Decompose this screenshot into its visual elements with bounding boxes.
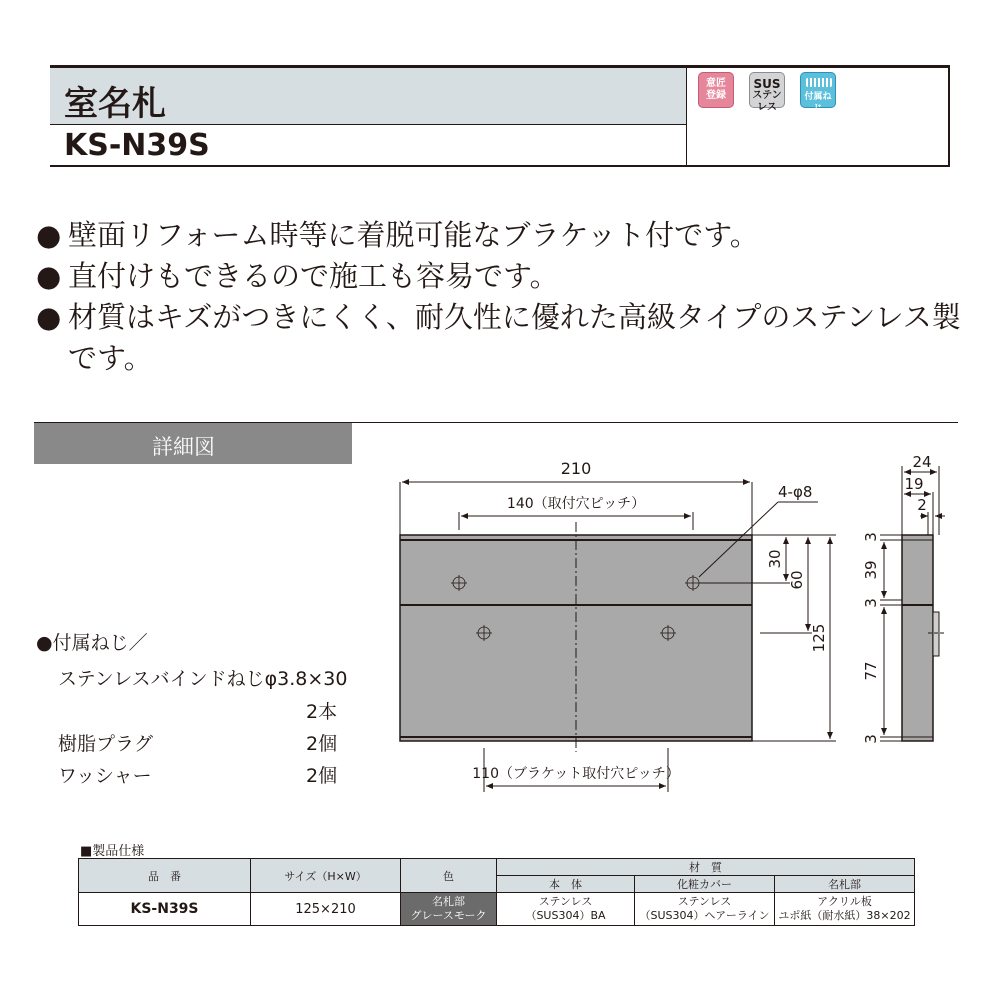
header-color: 色 (401, 859, 497, 893)
cell-cover-line1: ステンレス (677, 895, 732, 908)
dim-hole-dia-label: 4-φ8 (778, 483, 813, 501)
cell-code: KS-N39S (79, 893, 251, 926)
table-row (79, 893, 915, 926)
cell-size: 125×210 (251, 893, 401, 926)
accessory-washer-qty: 2個 (306, 765, 338, 787)
cell-color-line1: 名札部 (432, 895, 465, 908)
cell-color-line2: グレースモーク (410, 909, 487, 922)
header-material: 材 質 (497, 859, 915, 876)
cell-color (401, 893, 497, 926)
side-bracket (933, 612, 939, 656)
product-code: KS-N39S (64, 128, 210, 163)
badge-sus-label: SUS (753, 77, 781, 91)
dim-side-3a-label: 3 (862, 532, 880, 542)
cell-body-line1: ステンレス (538, 895, 593, 908)
cell-cover-line2: （SUS304）ヘアーライン (639, 909, 770, 922)
accessory-washer: ワッシャー (58, 765, 152, 787)
dim-30-label: 30 (766, 549, 784, 569)
header-code: 品 番 (79, 859, 251, 893)
accessory-heading: ●付属ねじ／ (36, 632, 148, 654)
feature-item: ● 材質はキズがつきにくく、耐久性に優れた高級タイプのステンレス製です。 (36, 297, 966, 379)
header-cover: 化粧カバー (635, 876, 775, 893)
accessory-screw-qty: 2本 (306, 701, 338, 723)
page-title: 室名札 (64, 84, 166, 124)
dim-side-3b-label: 3 (862, 598, 880, 608)
cell-cover (635, 893, 775, 926)
badge-sus-sub: ステンレス (752, 90, 782, 113)
header-plate: 名札部 (775, 876, 915, 893)
cell-body-line2: （SUS304）BA (525, 909, 606, 922)
dim-60-label: 60 (788, 570, 806, 590)
dim-depth-19-label: 19 (904, 475, 924, 493)
dim-bracket-pitch-label: 110（ブラケット取付穴ピッチ） (472, 766, 680, 782)
dim-depth-2-label: 2 (917, 496, 927, 514)
dim-125-label: 125 (810, 623, 828, 653)
cell-plate-line2: ユポ紙（耐水紙）38×202 (778, 909, 911, 922)
cell-body (497, 893, 635, 926)
feature-item: ● 壁面リフォーム時等に着脱可能なブラケット付です。 (36, 215, 966, 256)
badge-design-line1: 意匠 (706, 78, 726, 89)
accessory-screw: ステンレスバインドねじφ3.8×30 (58, 668, 348, 690)
dim-side-77-label: 77 (862, 661, 880, 681)
cell-plate (775, 893, 915, 926)
cell-plate-line1: アクリル板 (817, 895, 872, 908)
dim-side-3c-label: 3 (862, 734, 880, 744)
header-size: サイズ（H×W） (251, 859, 401, 893)
badge-design-line2: 登録 (706, 90, 726, 101)
feature-item: ● 直付けもできるので施工も容易です。 (36, 256, 966, 297)
badge-screw-label: 付属ねじ (804, 92, 832, 114)
dim-depth-24-label: 24 (912, 453, 932, 471)
header-body: 本 体 (497, 876, 635, 893)
spec-table (78, 858, 915, 926)
spec-title: ■製品仕様 (80, 844, 145, 859)
section-title: 詳細図 (152, 435, 215, 459)
dim-side-39-label: 39 (862, 560, 880, 580)
dim-hole-pitch-label: 140（取付穴ピッチ） (506, 496, 646, 512)
accessory-plug: 樹脂プラグ (58, 733, 154, 755)
accessory-plug-qty: 2個 (306, 733, 338, 755)
dim-width-label: 210 (560, 459, 592, 478)
side-plate (902, 535, 933, 741)
